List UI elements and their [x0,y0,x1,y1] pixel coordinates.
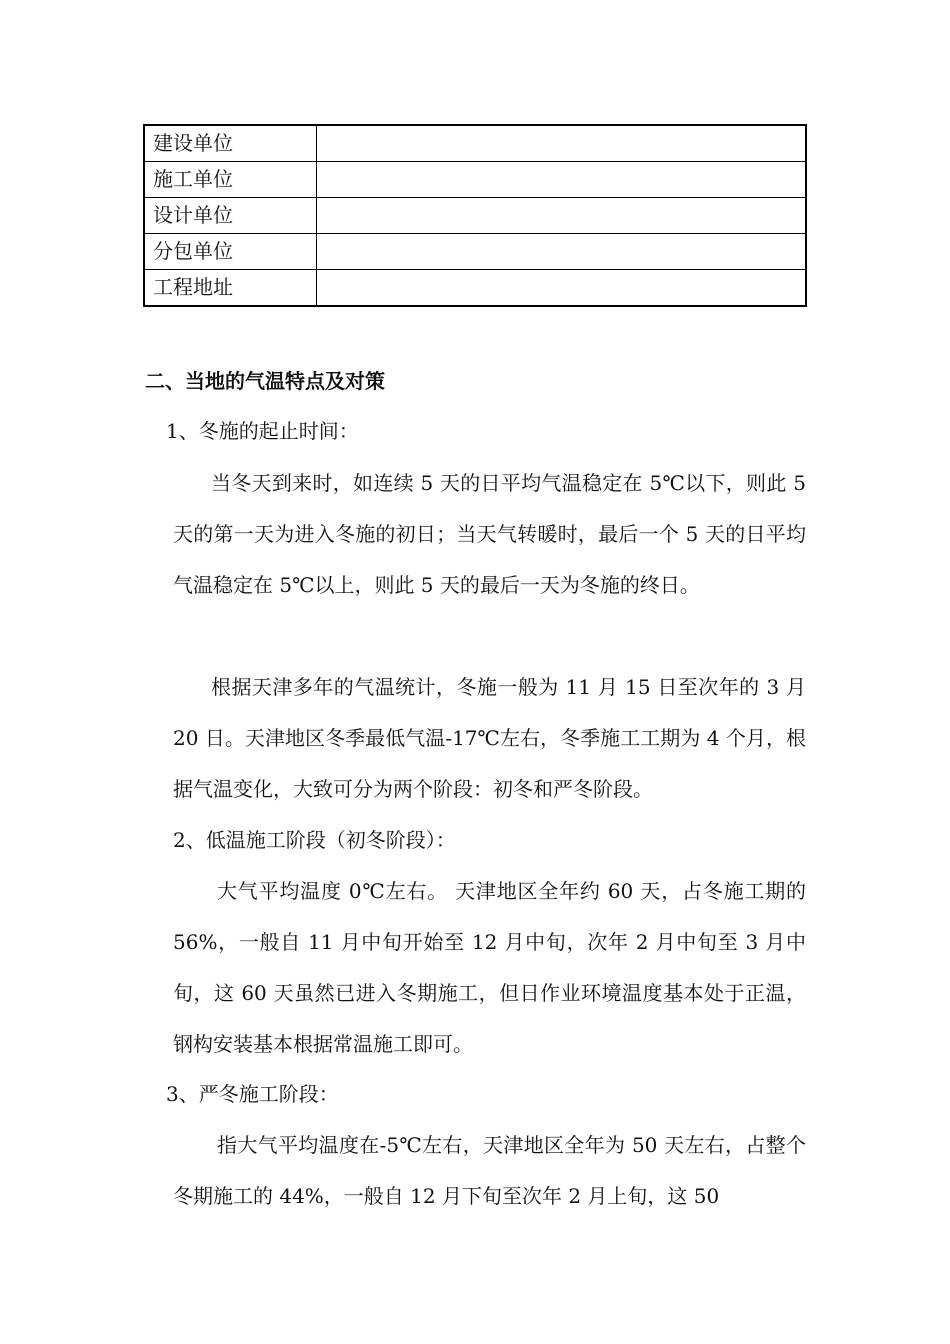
table-row [144,234,806,270]
paragraph-tianjin-stats: 根据天津多年的气温统计，冬施一般为 11 月 15 日至次年的 3 月 20 日。天津地区冬季最低气温-17℃左右，冬季施工工期为 4 个月，根据气温变化，大致可分为两个阶段：初冬和严冬阶段。 [173,675,806,801]
row-label: 施工单位 [144,162,317,198]
row-label: 建设单位 [144,125,317,162]
project-info-table [143,124,807,307]
row-label: 设计单位 [144,198,317,234]
row-value [317,198,807,234]
row-value [317,162,807,198]
table-row [144,125,806,162]
row-value [317,234,807,270]
row-value [317,270,807,307]
row-label: 工程地址 [144,270,317,307]
subheading-severe-cold-stage: 3、严冬施工阶段： [166,1082,339,1106]
row-label: 分包单位 [144,234,317,270]
table-row [144,198,806,234]
paragraph-severe-cold: 指大气平均温度在-5℃左右，天津地区全年为 50 天左右，占整个冬期施工的 44%，一般自 12 月下旬至次年 2 月上旬，这 50 [173,1133,806,1208]
subheading-start-end-time: 1、冬施的起止时间： [166,419,359,443]
row-value [317,125,807,162]
paragraph-definition: 当冬天到来时，如连续 5 天的日平均气温稳定在 5℃以下，则此 5 天的第一天为进入冬施的初日；当天气转暖时，最后一个 5 天的日平均气温稳定在 5℃以上，则此 5 天的最后一天为冬施的终日。 [173,471,806,597]
table-row [144,270,806,307]
paragraph-low-temp: 大气平均温度 0℃左右。 天津地区全年约 60 天，占冬施工期的 56%，一般自 11 月中旬开始至 12 月中旬，次年 2 月中旬至 3 月中旬，这 60 天虽然已进入冬期施工，但日作业环境温度基本处于正温，钢构安装基本根据常温施工即可。 [173,879,806,1056]
table-row [144,162,806,198]
subheading-low-temp-stage: 2、低温施工阶段（初冬阶段）： [173,828,456,852]
section-heading: 二、当地的气温特点及对策 [145,369,385,393]
